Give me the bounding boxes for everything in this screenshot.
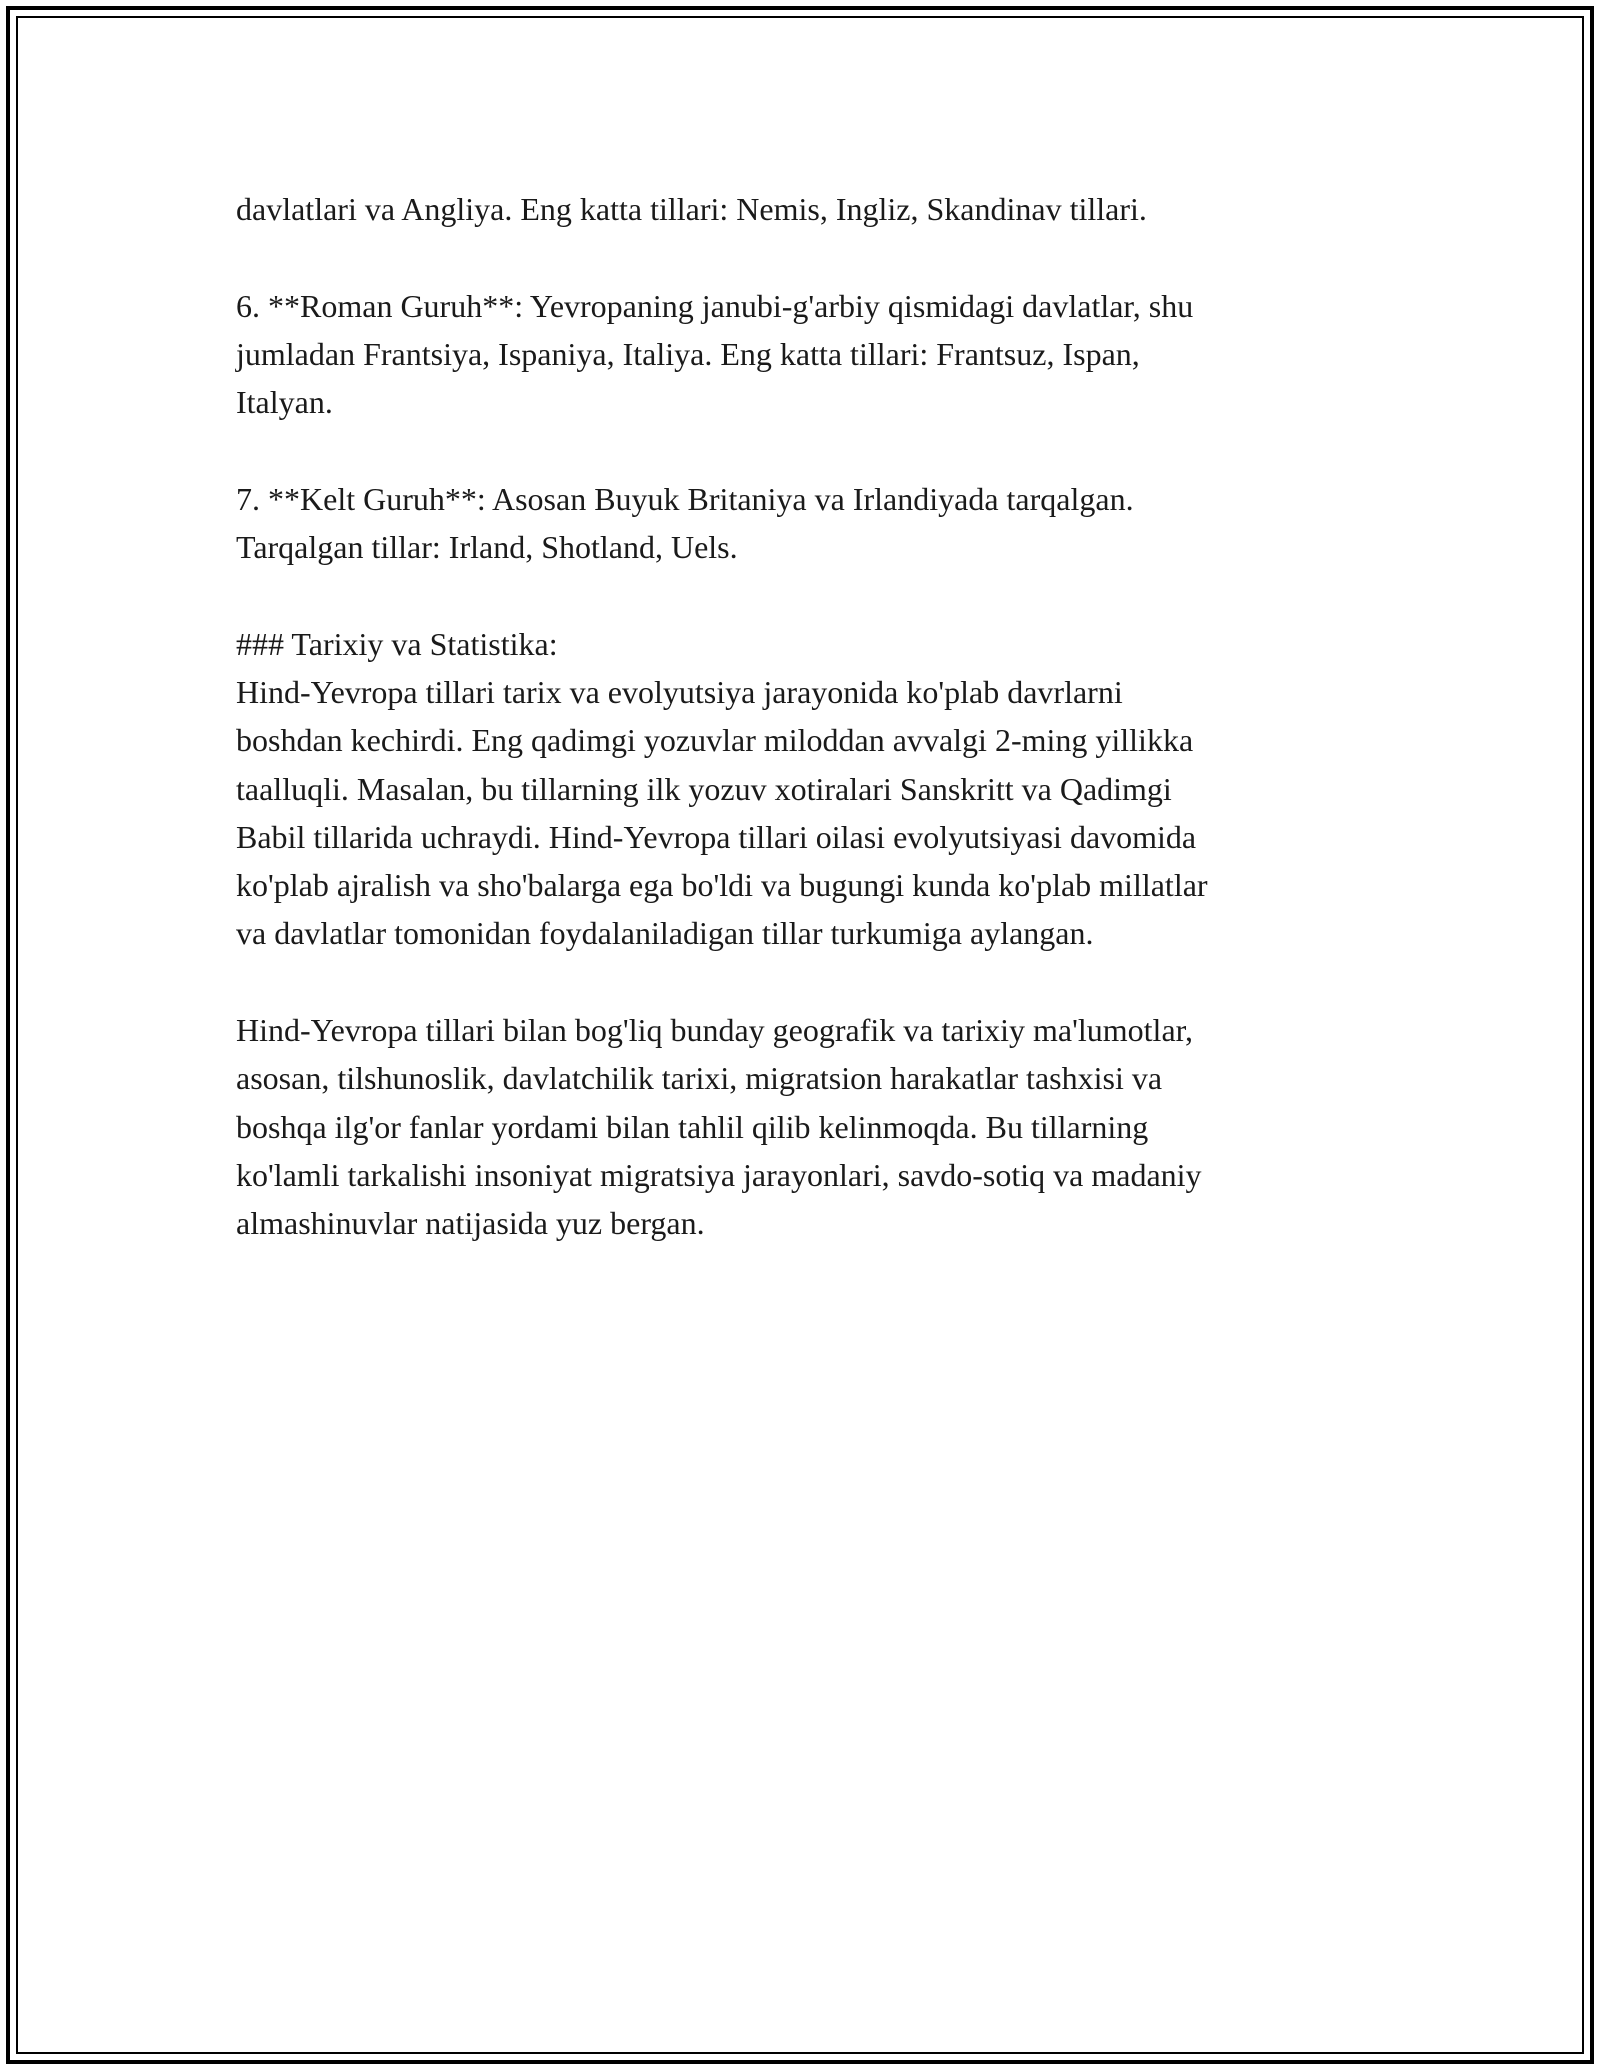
text-line: boshqa ilg'or fanlar yordami bilan tahlil qilib kelinmoqda. Bu tillarning <box>236 1108 1149 1145</box>
paragraph-history-statistics <box>236 620 1366 958</box>
text-line: Babil tillarida uchraydi. Hind-Yevropa tillari oilasi evolyutsiyasi davomida <box>236 818 1197 855</box>
text-line: va davlatlar tomonidan foydalaniladigan tillar turkumiga aylangan. <box>236 915 1094 952</box>
text-line: boshdan kechirdi. Eng qadimgi yozuvlar miloddan avvalgi 2-ming yillikka <box>236 722 1194 759</box>
text-line: ko'plab ajralish va sho'balarga ega bo'ldi va bugungi kunda ko'plab millatlar <box>236 867 1208 904</box>
text-line: Hind-Yevropa tillari tarix va evolyutsiya jarayonida ko'plab davrlarni <box>236 673 1123 710</box>
text-line: 7. **Kelt Guruh**: Asosan Buyuk Britaniya va Irlandiyada tarqalgan. <box>236 480 1134 517</box>
text-line: 6. **Roman Guruh**: Yevropaning janubi-g'arbiy qismidagi davlatlar, shu <box>236 287 1194 324</box>
text-line: asosan, tilshunoslik, davlatchilik tarixi, migratsion harakatlar tashxisi va <box>236 1060 1163 1097</box>
section-heading: ### Tarixiy va Statistika: <box>236 625 558 662</box>
document-body <box>236 185 1366 1296</box>
text-line: ko'lamli tarkalishi insoniyat migratsiya jarayonlari, savdo-sotiq va madaniy <box>236 1156 1202 1193</box>
text-line: Tarqalgan tillar: Irland, Shotland, Uels. <box>236 529 738 566</box>
paragraph-celtic-group <box>236 475 1366 572</box>
text-line: taalluqli. Masalan, bu tillarning ilk yozuv xotiralari Sanskritt va Qadimgi <box>236 770 1172 807</box>
paragraph-roman-group <box>236 282 1366 427</box>
text-line: Hind-Yevropa tillari bilan bog'liq bunday geografik va tarixiy ma'lumotlar, <box>236 1012 1194 1049</box>
text-line: Italyan. <box>236 384 333 421</box>
text-line: davlatlari va Angliya. Eng katta tillari: Nemis, Ingliz, Skandinav tillari. <box>236 191 1147 227</box>
text-line: almashinuvlar natijasida yuz bergan. <box>236 1205 705 1242</box>
paragraph-germanic-continuation <box>236 185 1366 233</box>
text-line: jumladan Frantsiya, Ispaniya, Italiya. Eng katta tillari: Frantsuz, Ispan, <box>236 335 1140 372</box>
paragraph-conclusion <box>236 1006 1366 1247</box>
